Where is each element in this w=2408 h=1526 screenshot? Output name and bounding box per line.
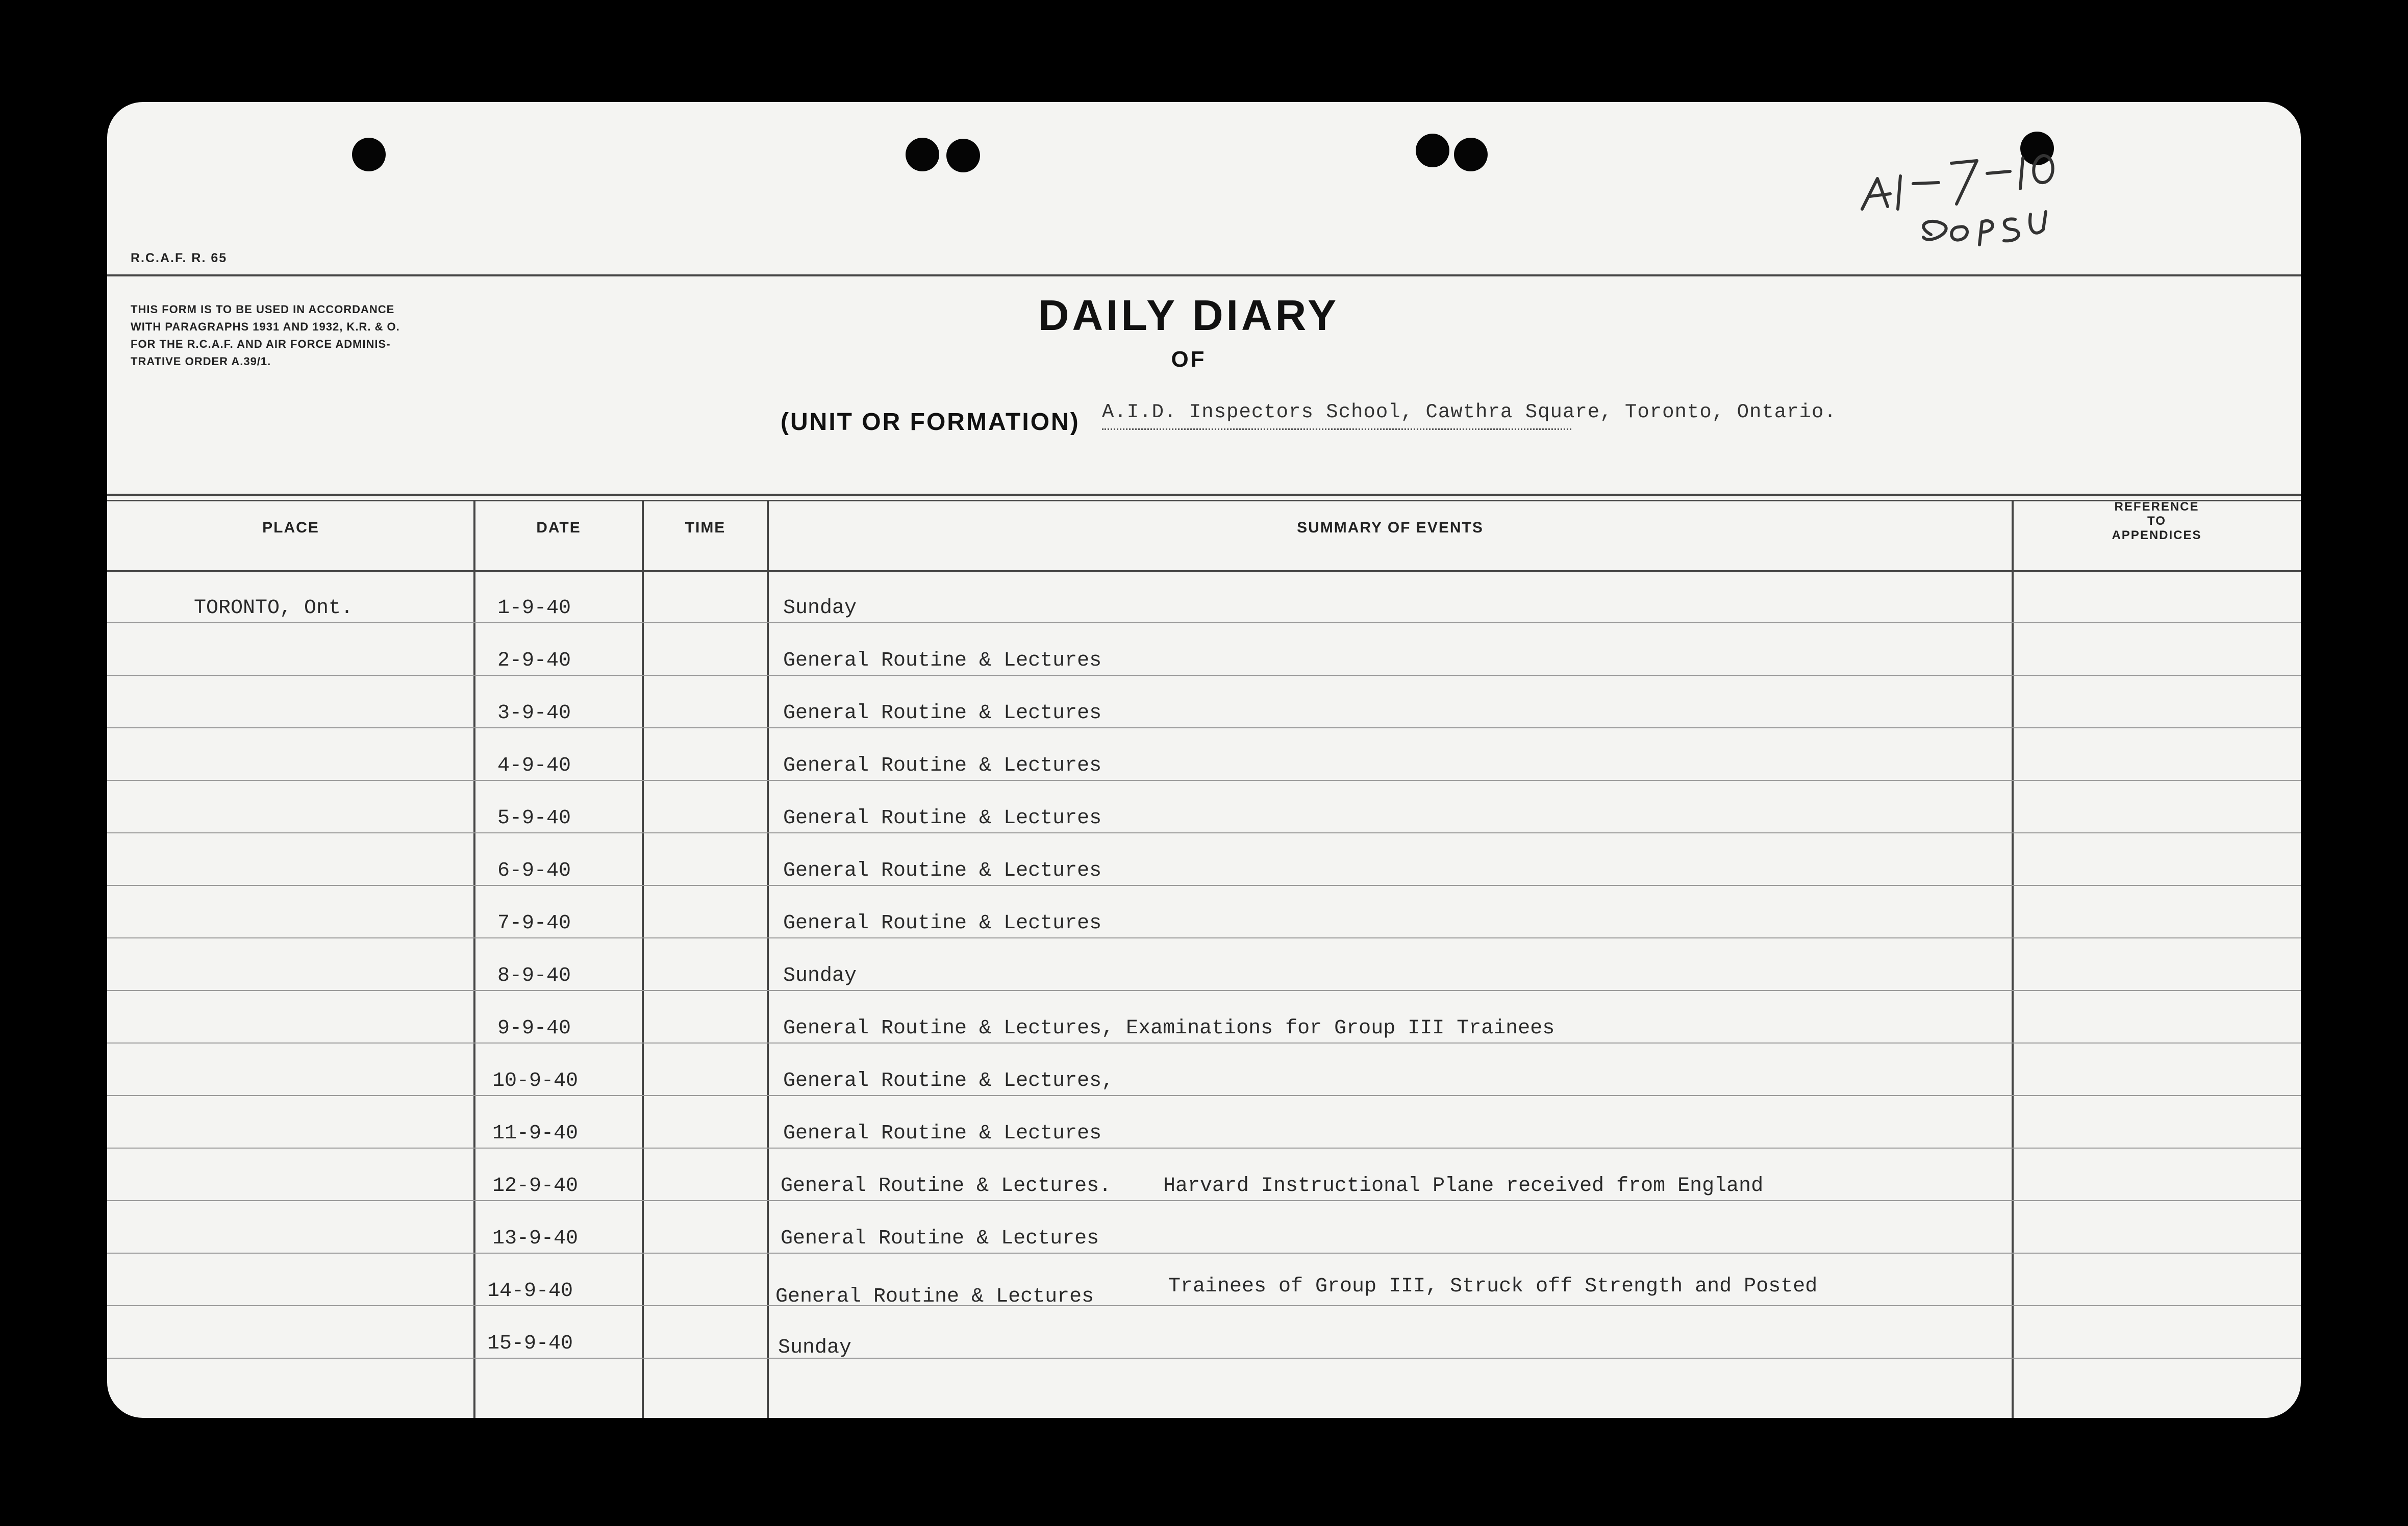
punch-hole [1416, 134, 1449, 167]
column-header-place: PLACE [262, 519, 319, 536]
usage-instructions [131, 301, 539, 370]
table-top-rule [107, 494, 2301, 496]
entry-date: 10-9-40 [492, 1070, 579, 1092]
handwritten-note [1842, 122, 2148, 250]
entry-summary: General Routine & Lectures, [783, 1070, 1114, 1092]
column-divider [642, 500, 644, 1418]
entry-date: 3-9-40 [497, 702, 571, 725]
entry-summary: General Routine & Lectures. [781, 1175, 1112, 1198]
unit-underline [1102, 428, 1571, 430]
entry-date: 8-9-40 [497, 964, 571, 987]
entry-summary: General Routine & Lectures [783, 1122, 1102, 1145]
entry-date: 7-9-40 [497, 912, 571, 935]
column-divider [767, 500, 769, 1418]
diary-form-card [107, 102, 2301, 1418]
entry-summary: General Routine & Lectures [783, 702, 1102, 725]
entry-summary: General Routine & Lectures [783, 649, 1102, 672]
entry-summary: General Routine & Lectures [783, 754, 1102, 777]
instruction-line: WITH PARAGRAPHS 1931 AND 1932, K.R. & O. [131, 320, 400, 333]
entry-summary-extra: Trainees of Group III, Struck off Strength and Posted [1168, 1275, 1818, 1298]
entry-summary: General Routine & Lectures [783, 859, 1102, 882]
reference-line: APPENDICES [2112, 528, 2202, 542]
title-of: OF [1171, 347, 1207, 372]
entry-summary: General Routine & Lectures [781, 1227, 1099, 1250]
entry-summary-extra: Harvard Instructional Plane received from England [1163, 1175, 1764, 1198]
entry-summary: General Routine & Lectures, Examinations for Group III Trainees [783, 1017, 1555, 1040]
entry-date: 12-9-40 [492, 1175, 579, 1198]
entry-date: 1-9-40 [497, 597, 571, 620]
instruction-line: THIS FORM IS TO BE USED IN ACCORDANCE [131, 303, 395, 316]
header-divider [107, 274, 2301, 276]
column-header-date: DATE [536, 519, 581, 536]
form-number: R.C.A.F. R. 65 [131, 251, 228, 265]
entry-place: TORONTO, Ont. [194, 597, 354, 620]
entry-summary: Sunday [783, 597, 857, 620]
entry-date: 4-9-40 [497, 754, 571, 777]
unit-value: A.I.D. Inspectors School, Cawthra Square, Toronto, Ontario. [1102, 401, 1837, 423]
entry-summary: General Routine & Lectures [775, 1285, 1094, 1308]
entry-summary: General Routine & Lectures [783, 912, 1102, 935]
table-header-bottom-rule [107, 570, 2301, 572]
entry-date: 9-9-40 [497, 1017, 571, 1040]
entry-summary: Sunday [783, 964, 857, 987]
entry-date: 15-9-40 [487, 1332, 573, 1355]
reference-line: TO [2147, 514, 2166, 528]
entry-summary: Sunday [778, 1336, 852, 1359]
punch-hole [946, 139, 980, 172]
instruction-line: TRATIVE ORDER A.39/1. [131, 355, 271, 368]
entry-date: 6-9-40 [497, 859, 571, 882]
entry-date: 13-9-40 [492, 1227, 579, 1250]
entry-date: 5-9-40 [497, 807, 571, 830]
column-header-reference [2013, 500, 2301, 543]
entry-date: 2-9-40 [497, 649, 571, 672]
unit-label: (UNIT OR FORMATION) [781, 409, 1080, 436]
reference-line: REFERENCE [2114, 500, 2199, 514]
entry-date: 14-9-40 [487, 1280, 573, 1303]
column-divider [2012, 500, 2014, 1418]
column-header-time: TIME [685, 519, 726, 536]
punch-hole [1454, 138, 1488, 171]
column-header-summary: SUMMARY OF EVENTS [1297, 519, 1484, 536]
column-divider [473, 500, 475, 1418]
document-title: DAILY DIARY [1038, 291, 1340, 339]
table-top-rule-inner [107, 500, 2301, 501]
punch-hole [352, 138, 386, 171]
entry-summary: General Routine & Lectures [783, 807, 1102, 830]
instruction-line: FOR THE R.C.A.F. AND AIR FORCE ADMINIS- [131, 338, 391, 350]
punch-hole [906, 138, 939, 171]
entry-date: 11-9-40 [492, 1122, 579, 1145]
